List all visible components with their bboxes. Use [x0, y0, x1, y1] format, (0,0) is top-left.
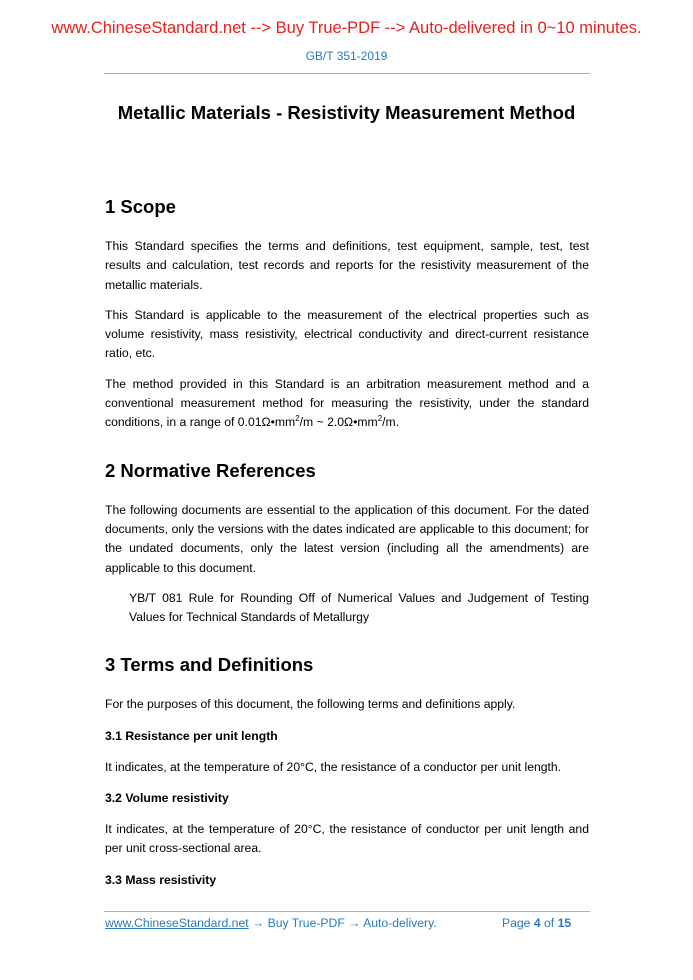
scope-paragraph-2: This Standard is applicable to the measurement of the electrical properties such as volume resistivity, mass resistivity, electrical conductivity and direct-current resistance ratio, etc. [105, 307, 589, 361]
footer-trail-text: → Buy True-PDF → Auto-delivery. [248, 916, 437, 930]
page-indicator [502, 916, 571, 930]
of-label: of [540, 916, 558, 930]
term-definition-3-2: It indicates, at the temperature of 20°C, the resistance of conductor per unit length and per unit cross-sectional area. [105, 822, 589, 856]
term-heading-3-2: 3.2 Volume resistivity [105, 791, 229, 806]
footer-site-link[interactable]: www.ChineseStandard.net [105, 916, 249, 930]
standard-code: GB/T 351-2019 [305, 49, 388, 63]
scope-p3-part-a: The method provided in this Standard is an arbitration measurement method and a conventional measurement method for measuring the resistivity, under the standard conditions, in a range of 0.01Ω•mm [105, 376, 589, 430]
footer-divider [104, 911, 590, 912]
scope-p3-part-b: /m ~ 2.0Ω•mm [299, 415, 378, 430]
document-title: Metallic Materials - Resistivity Measurement Method [117, 102, 576, 123]
term-heading-3-1: 3.1 Resistance per unit length [105, 728, 278, 743]
footer-links [105, 916, 437, 930]
superscript-2: 2 [377, 414, 383, 424]
section-heading-scope: 1 Scope [105, 196, 176, 217]
scope-paragraph-1: This Standard specifies the terms and definitions, test equipment, sample, test, test results and calculation, test records and reports for the resistivity measurement of the metallic materials. [105, 239, 589, 292]
terms-intro-paragraph: For the purposes of this document, the following terms and definitions apply. [105, 697, 516, 712]
section-heading-terms-definitions: 3 Terms and Definitions [105, 654, 314, 676]
term-heading-3-3: 3.3 Mass resistivity [105, 872, 217, 887]
superscript-2: 2 [295, 414, 300, 424]
header-divider [104, 73, 590, 74]
scope-p3-part-c: /m. [382, 415, 400, 430]
top-banner[interactable]: www.ChineseStandard.net --> Buy True-PDF --> Auto-delivered in 0~10 minutes. [51, 19, 642, 37]
page-total: 15 [557, 916, 572, 930]
page-number: 4 [533, 916, 541, 930]
document-body [105, 195, 589, 890]
normative-paragraph: The following documents are essential to the application of this document. For the dated documents, only the versions with the dates indicated are applicable to this document; for the undated documents, only the latest version (including all the amendments) are applicable to this document. [105, 502, 589, 575]
page-label: Page [502, 916, 534, 930]
section-heading-normative-references: 2 Normative References [105, 459, 316, 481]
term-definition-3-1: It indicates, at the temperature of 20°C, the resistance of a conductor per unit length. [105, 759, 562, 774]
normative-reference-item: YB/T 081 Rule for Rounding Off of Numerical Values and Judgement of Testing Values for Technical Standards of Metallurgy [129, 590, 589, 625]
scope-paragraph-3 [105, 375, 589, 433]
